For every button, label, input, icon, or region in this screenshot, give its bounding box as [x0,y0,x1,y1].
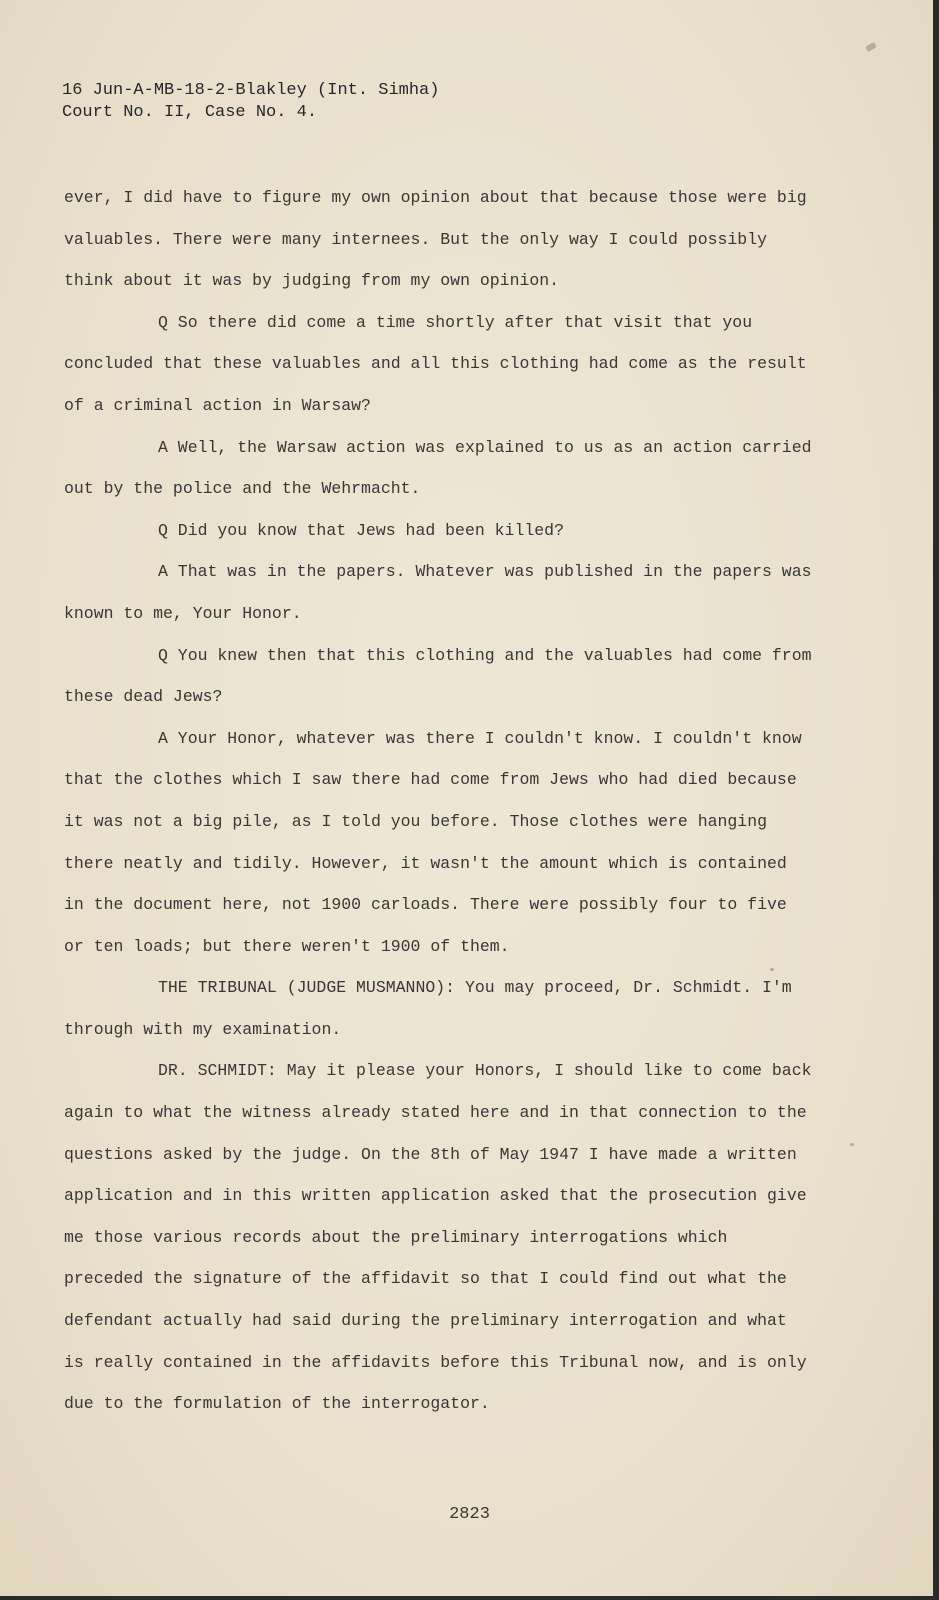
paragraph-tribunal: THE TRIBUNAL (JUDGE MUSMANNO): You may proceed, Dr. Schmidt. I'm through with my examination. [64,978,792,1039]
paragraph-answer: A Well, the Warsaw action was explained to us as an action carried out by the police and the Wehrmacht. [64,437,812,499]
paper-speck [865,42,877,52]
paragraph-continuation: ever, I did have to figure my own opinion about that because those were big valuables. There were many internees. But the only way I could possibly think about it was by judging from my own opinion. [64,188,807,291]
document-header [62,80,439,124]
paragraph-answer: A That was in the papers. Whatever was published in the papers was known to me, Your Honor. [64,562,812,623]
paragraph-question: Q Did you know that Jews had been killed? [158,520,564,540]
transcript-body [64,177,814,1425]
paragraph-question: Q You knew then that this clothing and the valuables had come from these dead Jews? [64,645,812,707]
paper-speck [770,968,774,971]
page-number: 2823 [449,1505,490,1524]
paragraph-answer: A Your Honor, whatever was there I couldn't know. I couldn't know that the clothes which I saw there had come from Jews who had died because it was not a big pile, as I told you before. Those clothes were hanging there neatly and tidily. However, it wasn't the amount which is contained in the document here, not 1900 carloads. There were possibly four to five or ten loads; but there weren't 1900 of them. [64,728,802,956]
header-line-2: Court No. II, Case No. 4. [62,103,318,122]
paper-speck [850,1143,854,1146]
paragraph-counsel: DR. SCHMIDT: May it please your Honors, I should like to come back again to what the witness already stated here and in that connection to the questions asked by the judge. On the 8th of May 1947 I have made a written application and in this written application asked that the prosecution give me those various records about the preliminary interrogations which preceded the signature of the affidavit so that I could find out what the defendant actually had said during the preliminary interrogation and what is really contained in the affidavits before this Tribunal now, and is only due to the formulation of the interrogator. [64,1061,812,1414]
paragraph-question: Q So there did come a time shortly after that visit that you concluded that these valuables and all this clothing had come as the result of a criminal action in Warsaw? [64,312,807,415]
header-line-1: 16 Jun-A-MB-18-2-Blakley (Int. Simha) [62,81,440,100]
